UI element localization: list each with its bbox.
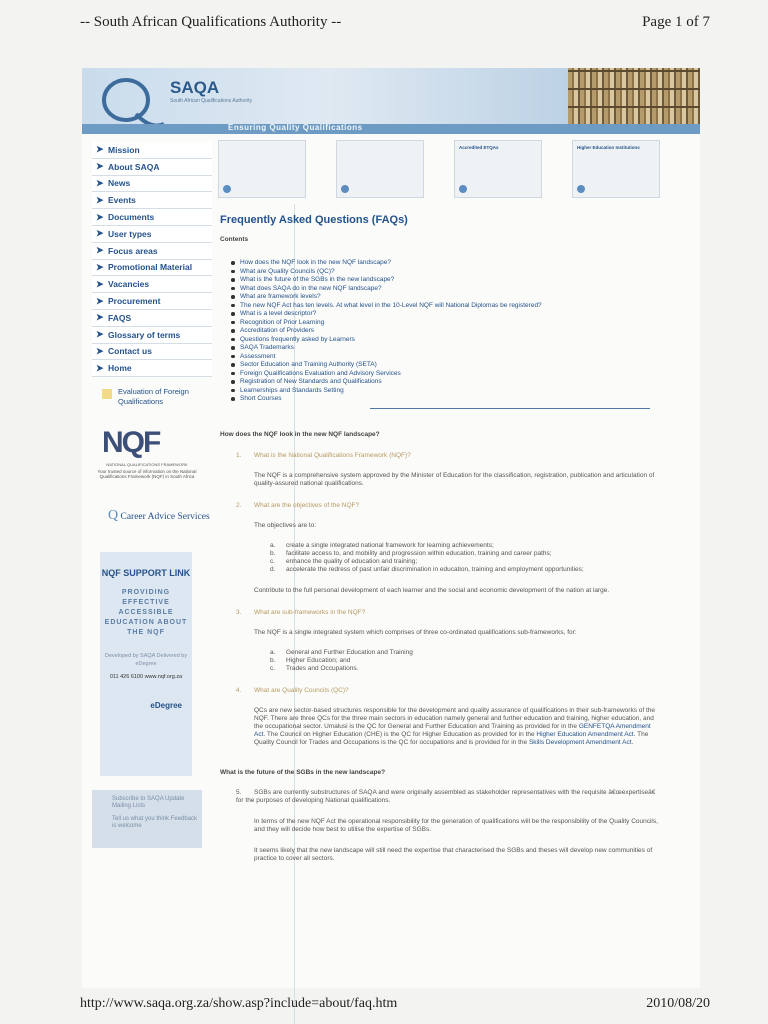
- faq-answer: 5. SGBs are currently substructures of SAQA and were originally assembled as stakeholder representatives with the requisite â€œexpertiseâ€ for the purposes of developing National qualifications.: [236, 788, 656, 804]
- sidebar-item-news[interactable]: ➤ News: [92, 176, 212, 193]
- subframeworks-list: [270, 649, 692, 673]
- table-of-contents: [240, 259, 692, 404]
- toc-link[interactable]: What is the future of the SGBs in the new landscape?: [240, 276, 692, 285]
- logo-subtitle: South African Qualifications Authority: [170, 98, 252, 104]
- nqf-banner[interactable]: [92, 426, 202, 496]
- play-icon: [223, 185, 231, 193]
- chevron-right-icon: ➤: [96, 312, 104, 323]
- career-advice-link[interactable]: Q Career Advice Services: [92, 508, 212, 528]
- support-developer: Developed by SAQA Delivered by eDegree: [104, 653, 188, 667]
- list-item: d. accelerate the redress of past unfair discrimination in education, training and employment opportunities;: [270, 565, 584, 573]
- chevron-right-icon: ➤: [96, 345, 104, 356]
- toc-link[interactable]: What is a level descriptor?: [240, 310, 692, 319]
- print-footer-date: 2010/08/20: [646, 996, 710, 1011]
- thumbnail-2[interactable]: [336, 140, 424, 198]
- play-icon: [341, 185, 349, 193]
- faq-question: 3. What are sub-frameworks in the NQF?: [236, 608, 366, 616]
- toc-link[interactable]: What are framework levels?: [240, 293, 692, 302]
- faq-answer: Contribute to the full personal development of each learner and the social and economic development of the nation at large.: [254, 586, 610, 594]
- page-title: Frequently Asked Questions (FAQs): [220, 214, 408, 226]
- support-message: PROVIDING EFFECTIVE ACCESSIBLE EDUCATION ABOUT THE NQF: [104, 589, 188, 636]
- toc-link[interactable]: Assessment: [240, 353, 692, 362]
- list-item: b. facilitate access to, and mobility and progression within education, training and career paths;: [270, 549, 552, 557]
- section-heading: How does the NQF look in the new NQF landscape?: [220, 430, 380, 438]
- chevron-right-icon: ➤: [96, 261, 104, 272]
- library-shelves-image: [568, 68, 700, 124]
- faq-answer: QCs are new sector-based structures responsible for the development and quality assurance of qualifications in their sub-frameworks of the NQF. There are three QCs for the three main sectors in education namely general and further education and training, higher education, and the occupational sector. Umalusi is the QC for General and Further Education and Training as provided for in the GENFETQA Amendment Act. The Council on Higher Education (CHE) is the QC for Higher Education as provided for in the Higher Education Amendment Act. The Quality Council for Trades and Occupations is the QC for occupations and is provided for in the Skills Development Amendment Act.: [254, 706, 656, 746]
- skills-development-act-link[interactable]: Skills Development Amendment Act.: [528, 738, 634, 746]
- sidebar-item-glossary[interactable]: ➤ Glossary of terms: [92, 327, 212, 344]
- toc-link[interactable]: Learnerships and Standards Setting: [240, 387, 692, 396]
- banner-tagline: Ensuring Quality Qualifications: [228, 123, 363, 132]
- list-item: a. General and Further Education and Training: [270, 648, 413, 656]
- toc-link[interactable]: Accreditation of Providers: [240, 327, 692, 336]
- faq-question: 1. What is the National Qualifications Framework (NQF)?: [236, 451, 411, 459]
- section-heading: What is the future of the SGBs in the new landscape?: [220, 768, 386, 776]
- thumbnail-accredited-etqas[interactable]: Accredited ETQAs: [454, 140, 542, 198]
- subscribe-box: [92, 790, 202, 848]
- list-item: c. Trades and Occupations.: [270, 664, 359, 672]
- list-item: a. create a single integrated national framework for learning achievements;: [270, 541, 494, 549]
- logo-text: SAQA: [170, 78, 220, 97]
- toc-link[interactable]: Registration of New Standards and Qualifications: [240, 378, 692, 387]
- sidebar-nav: [92, 142, 212, 417]
- toc-link[interactable]: Recognition of Prior Learning: [240, 319, 692, 328]
- chevron-right-icon: ➤: [96, 278, 104, 289]
- sidebar-item-faqs[interactable]: ➤ FAQS: [92, 310, 212, 327]
- print-footer-url: http://www.saqa.org.za/show.asp?include=about/faq.htm: [80, 996, 398, 1011]
- sidebar-item-about[interactable]: ➤ About SAQA: [92, 159, 212, 176]
- chevron-right-icon: ➤: [96, 177, 104, 188]
- chevron-right-icon: ➤: [96, 211, 104, 222]
- list-item: b. Higher Education; and: [270, 656, 351, 664]
- nqf-caption: NATIONAL QUALIFICATIONS FRAMEWORK: [106, 462, 188, 467]
- support-phone: 011 426 6100 www.nqf.org.za: [109, 674, 183, 680]
- folder-icon: [102, 389, 112, 399]
- sidebar-item-user-types[interactable]: ➤ User types: [92, 226, 212, 243]
- toc-link[interactable]: How does the NQF look in the new NQF landscape?: [240, 259, 692, 268]
- sidebar-item-mission[interactable]: ➤ Mission: [92, 142, 212, 159]
- subscribe-link[interactable]: Subscribe to SAQA Update Mailing Lists: [112, 796, 185, 809]
- feature-thumbnails: [218, 140, 692, 200]
- sidebar-item-vacancies[interactable]: ➤ Vacancies: [92, 276, 212, 293]
- chevron-right-icon: ➤: [96, 329, 104, 340]
- higher-education-act-link[interactable]: Higher Education Amendment Act.: [536, 730, 636, 738]
- toc-link[interactable]: Sector Education and Training Authority (SETA): [240, 361, 692, 370]
- toc-link[interactable]: Questions frequently asked by Learners: [240, 336, 692, 345]
- support-title: NQF SUPPORT LINK: [101, 568, 191, 578]
- chevron-right-icon: ➤: [96, 194, 104, 205]
- toc-link[interactable]: What does SAQA do in the new NQF landscape?: [240, 285, 692, 294]
- divider: [370, 408, 650, 409]
- contents-label: Contents: [220, 236, 249, 243]
- sidebar-item-documents[interactable]: ➤ Documents: [92, 209, 212, 226]
- faq-answer: It seems likely that the new landscape will still need the expertise that characterised the SGBs and theses will develop new communities of practice to cover all sectors.: [254, 846, 653, 862]
- faq-answer: In terms of the new NQF Act the operational responsibility for the generation of qualifications will be the responsibility of the Quality Councils, and they will decide how best to utilise the expertise of SGBs.: [254, 817, 658, 833]
- chevron-right-icon: ➤: [96, 161, 104, 172]
- sidebar-item-events[interactable]: ➤ Events: [92, 192, 212, 209]
- faq-answer: The NQF is a single integrated system which comprises of three co-ordinated qualifications sub-frameworks, for:: [254, 628, 577, 636]
- sidebar-item-procurement[interactable]: ➤ Procurement: [92, 293, 212, 310]
- print-header: [80, 14, 710, 36]
- chevron-right-icon: ➤: [96, 295, 104, 306]
- chevron-right-icon: ➤: [96, 228, 104, 239]
- play-icon: [459, 185, 467, 193]
- nqf-description: Your trusted source of information on the National Qualifications Framework (NQF) in South Africa: [97, 469, 197, 479]
- print-header-title: -- South African Qualifications Authority --: [80, 14, 342, 30]
- feedback-link[interactable]: Tell us what you think Feedback is welcome: [112, 816, 198, 829]
- list-item: c. enhance the quality of education and training;: [270, 557, 418, 565]
- print-header-page: Page 1 of 7: [642, 14, 710, 30]
- faq-answer: The objectives are to:: [254, 521, 317, 529]
- toc-link[interactable]: Short Courses: [240, 395, 692, 404]
- saqa-q-logo-icon: [96, 72, 166, 132]
- nqf-logo: NQF: [102, 426, 160, 459]
- chevron-right-icon: ➤: [96, 362, 104, 373]
- nqf-support-link-ad[interactable]: [100, 552, 192, 776]
- evaluation-link[interactable]: Evaluation of Foreign Qualifications: [102, 387, 198, 417]
- faq-question: 2. What are the objectives of the NQF?: [236, 501, 360, 509]
- sidebar-item-contact[interactable]: ➤ Contact us: [92, 344, 212, 361]
- chevron-right-icon: ➤: [96, 144, 104, 155]
- edegree-logo: eDegree: [150, 701, 182, 710]
- chevron-right-icon: ➤: [96, 245, 104, 256]
- play-icon: [577, 185, 585, 193]
- faq-question: 4. What are Quality Councils (QC)?: [236, 686, 349, 694]
- genfetqa-link[interactable]: GENFETQA Amendment Act.: [254, 722, 651, 738]
- q-logo-icon: Q: [108, 508, 119, 523]
- faq-answer: The NQF is a comprehensive system approved by the Minister of Education for the classification, registration, publication and articulation of quality-assured national qualifications.: [254, 471, 655, 487]
- thumbnail-1[interactable]: [218, 140, 306, 198]
- sidebar-item-home[interactable]: ➤ Home: [92, 360, 212, 377]
- toc-link[interactable]: SAQA Trademarks: [240, 344, 692, 353]
- sidebar-item-focus-areas[interactable]: ➤ Focus areas: [92, 243, 212, 260]
- site-banner: [82, 68, 700, 134]
- print-footer: [80, 996, 710, 1018]
- toc-link[interactable]: Foreign Qualifications Evaluation and Advisory Services: [240, 370, 692, 379]
- web-page: [82, 68, 700, 988]
- toc-link[interactable]: The new NQF Act has ten levels. At what level in the 10-Level NQF will National Diplomas be registered?: [240, 302, 692, 311]
- main-content: [220, 214, 692, 863]
- sidebar-item-promotional[interactable]: ➤ Promotional Material: [92, 260, 212, 277]
- objectives-list: [270, 542, 692, 574]
- thumbnail-higher-education[interactable]: Higher Education Institutions: [572, 140, 660, 198]
- toc-link[interactable]: What are Quality Councils (QC)?: [240, 268, 692, 277]
